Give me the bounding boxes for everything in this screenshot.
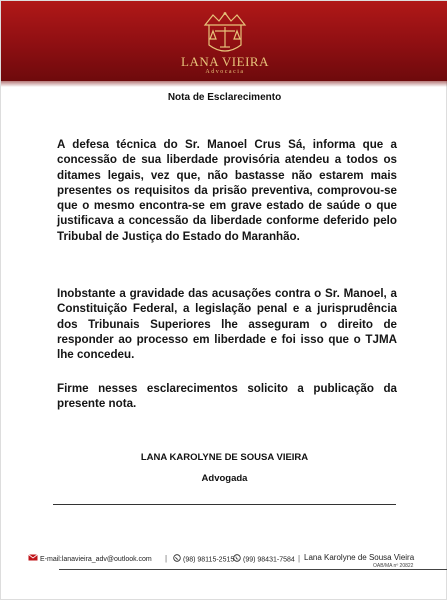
footer-email[interactable] bbox=[28, 554, 152, 564]
document-title: Nota de Esclarecimento bbox=[167, 92, 282, 103]
signer-name: LANA KAROLYNE DE SOUSA VIEIRA bbox=[140, 452, 309, 463]
footer-oab-number: OAB/MA nº 20822 bbox=[373, 563, 414, 569]
footer-lawyer-name: Lana Karolyne de Sousa Vieira bbox=[304, 553, 415, 562]
footer-separator: | bbox=[165, 554, 168, 563]
brand-subtitle: Advocacia bbox=[205, 69, 245, 75]
paragraph-2: Inobstante a gravidade das acusações contra o Sr. Manoel, a Constituição Federal, a legislação penal e a jurisprudência dos Tribunais Superiores lhe asseguram o direito de responder ao processo em liberdade e foi isso que o TJMA lhe concedeu. bbox=[57, 287, 397, 362]
paragraph-3: Firme nesses esclarecimentos solicito a publicação da presente nota. bbox=[57, 382, 397, 411]
signature-line bbox=[53, 504, 396, 505]
footer-rule bbox=[59, 569, 447, 570]
footer-phone[interactable] bbox=[233, 554, 295, 565]
brand-name: LANA VIEIRA bbox=[181, 54, 269, 69]
footer-email-text: E-mail:lanavieira_adv@outlook.com bbox=[40, 555, 152, 563]
signer-role: Advogada bbox=[201, 473, 248, 484]
phone-icon bbox=[233, 554, 241, 565]
envelope-icon bbox=[28, 554, 38, 564]
paragraph-1: A defesa técnica do Sr. Manoel Crus Sá, informa que a concessão de sua liberdade provisória atendeu a todos os ditames legais, vez que, não bastasse não estarem mais presentes os requisitos da prisão preventiva, comprovou-se que o mesmo encontra-se em grave estado de saúde o que justificava a concessão da liberdade conforme deferido pelo Tribubal de Justiça do Estado do Maranhão. bbox=[57, 138, 397, 243]
footer-phone-text: (99) 98431-7584 bbox=[243, 556, 295, 564]
footer-phone-whatsapp-text: (98) 98115-2515 bbox=[183, 556, 235, 564]
footer-phone-whatsapp[interactable] bbox=[173, 554, 234, 565]
header-shadow bbox=[1, 81, 447, 87]
whatsapp-icon bbox=[173, 554, 181, 565]
letterhead-header bbox=[1, 1, 447, 81]
footer-separator: | bbox=[298, 554, 301, 563]
